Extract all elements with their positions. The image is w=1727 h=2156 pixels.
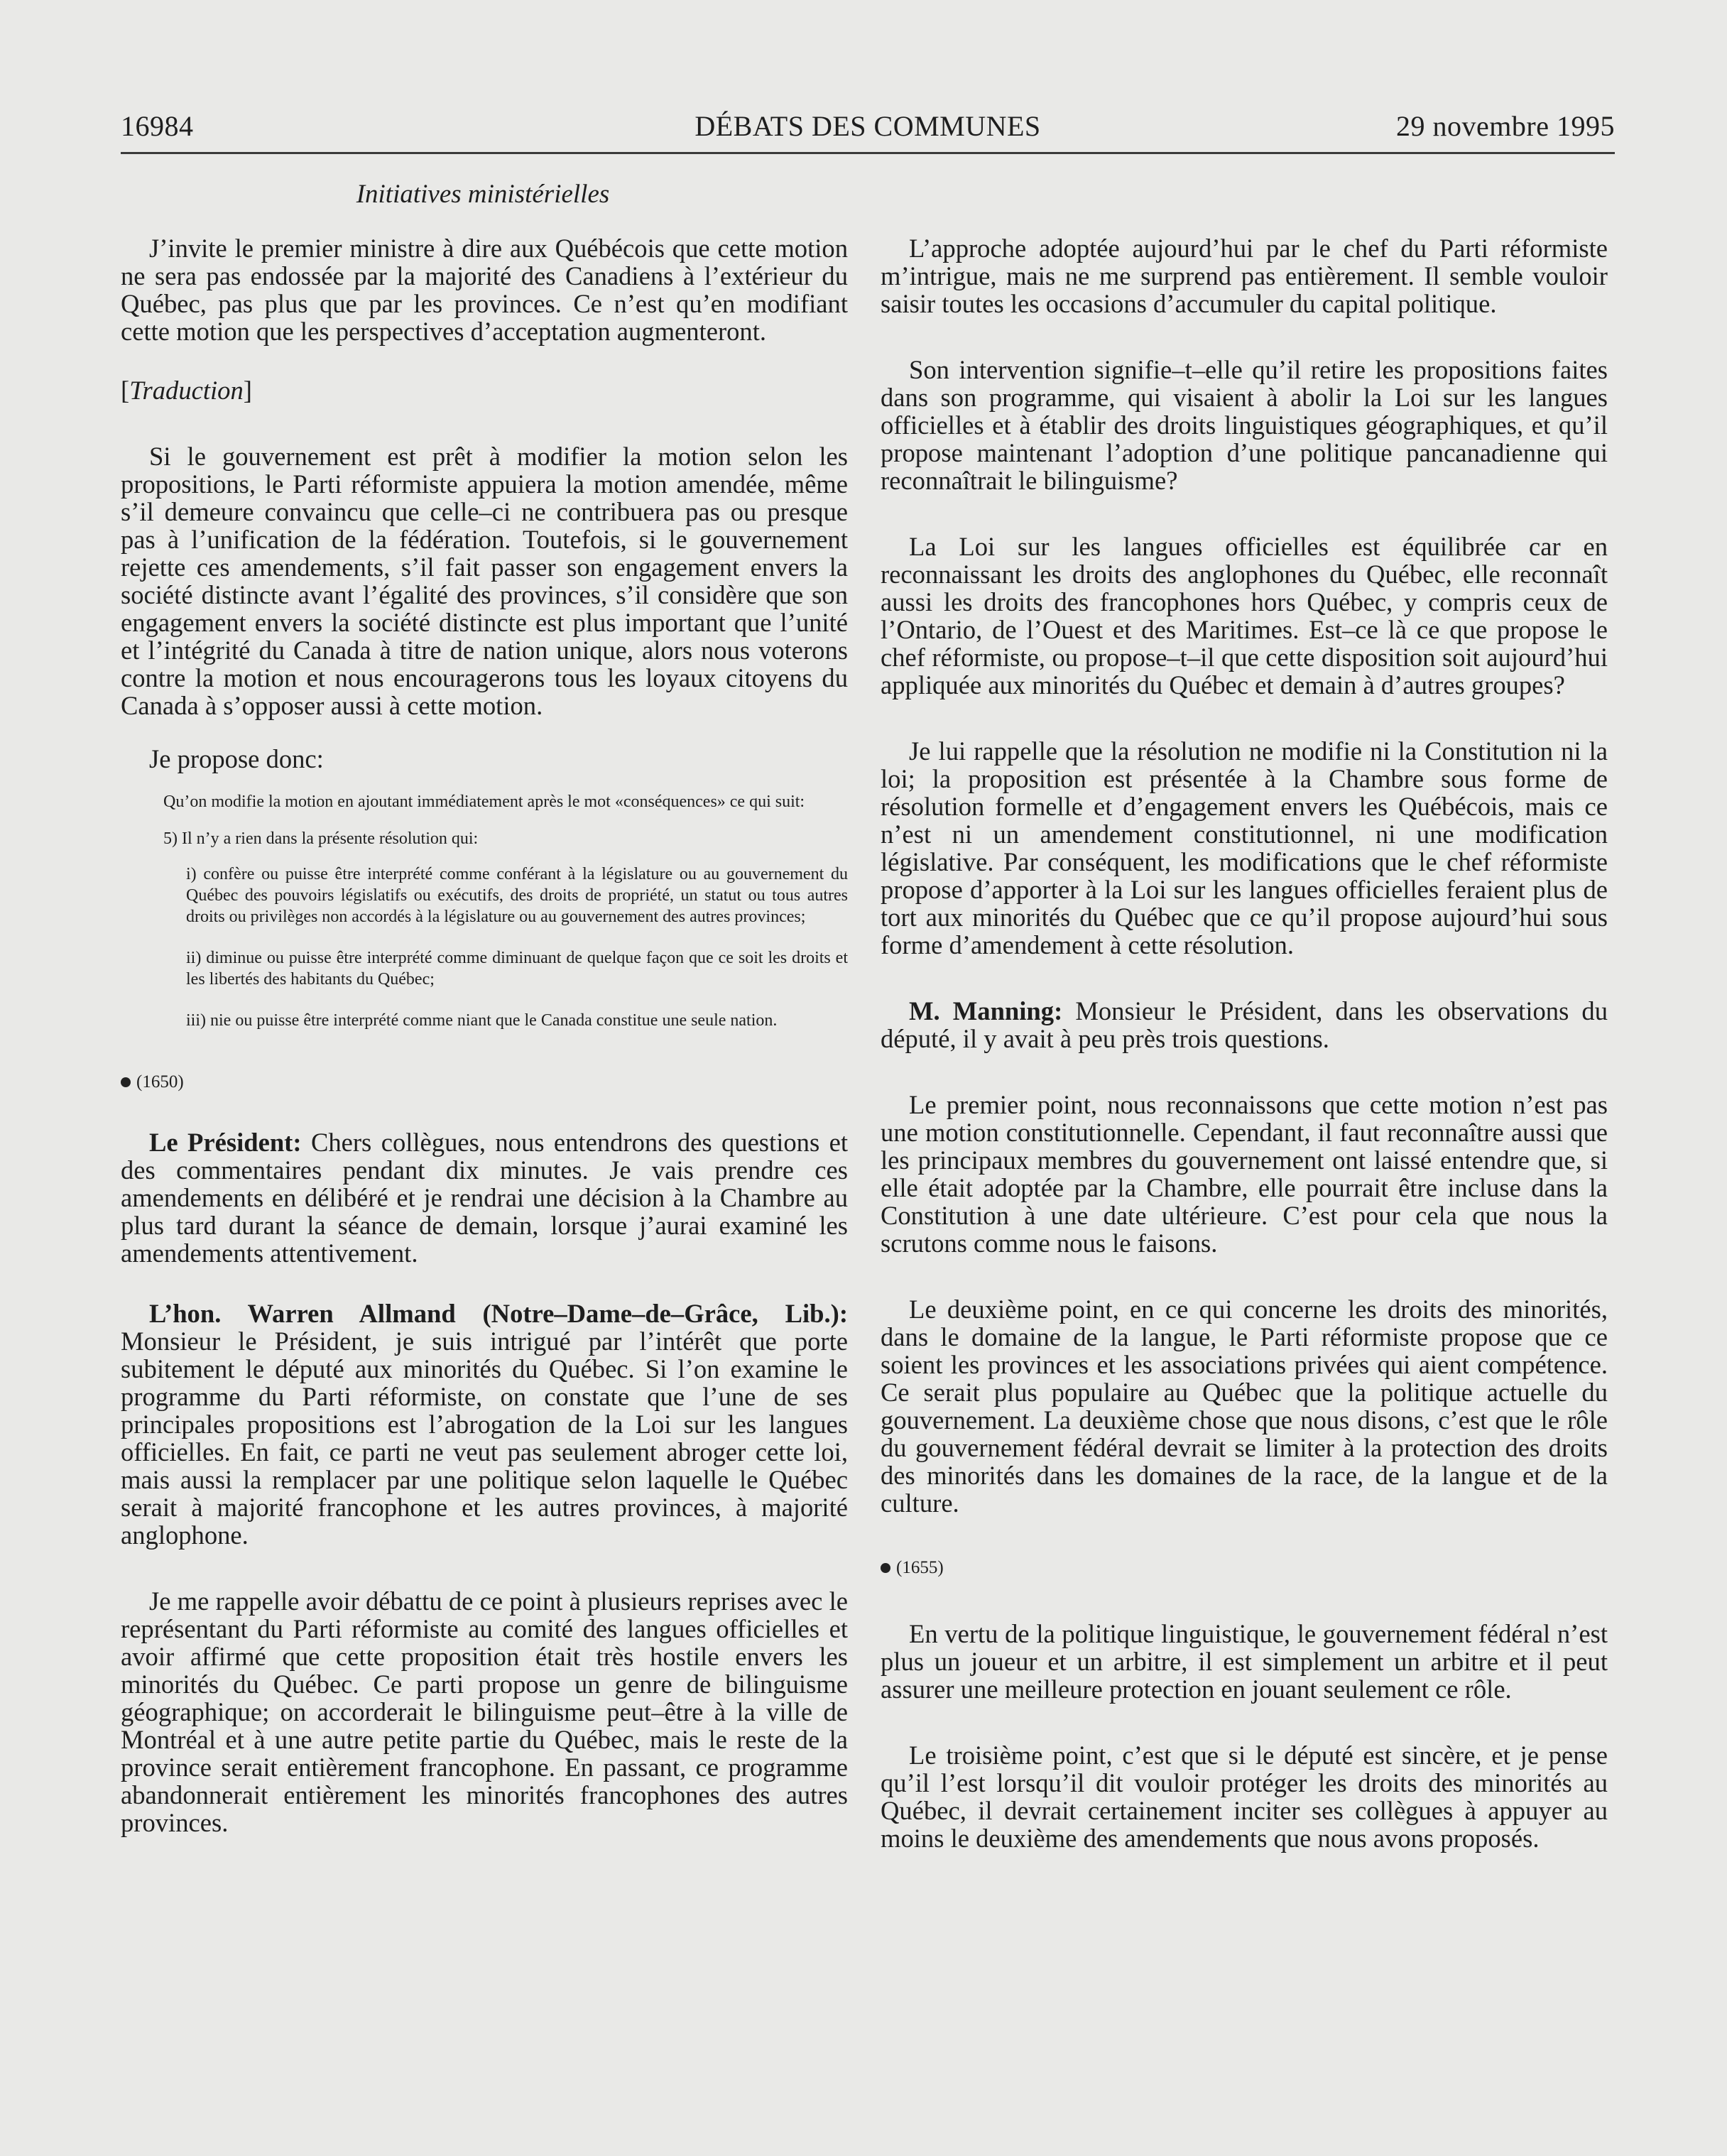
amendment-subclause: iii) nie ou puisse être interprété comme niant que le Canada constitue une seule nation.: [186, 1011, 778, 1030]
amendment-subclause: ii) diminue ou puisse être interprété comme diminuant de quelque façon que ce soit les droits et les libertés des habitants du Québec;: [186, 949, 848, 989]
speech-paragraph: [881, 997, 1608, 1052]
amendment-subclause: i) confère ou puisse être interprété comme conférant à la législature ou au gouvernement du Québec des pouvoirs législatifs ou exécutifs, des droits de propriété, un statut ou tous autres droits ou privilèges non accordés à la législature ou au gouvernement des autres provinces;: [186, 865, 848, 926]
paragraph: J’invite le premier ministre à dire aux Québécois que cette motion ne sera pas endossée par la majorité des Canadiens à l’extérieur du Québec, pas plus que par les provinces. Ce n’est qu’en modifiant cette motion que les perspectives d’acceptation augmenteront.: [121, 234, 848, 346]
paragraph: Son intervention signifie–t–elle qu’il retire les propositions faites dans son programme, qui visaient à abolir la Loi sur les langues officielles et à établir des droits linguistiques géographiques, et qu’il propose maintenant l’adoption d’une politique pancanadienne qui reconnaîtrait le bilinguisme?: [881, 355, 1608, 495]
paragraph: En vertu de la politique linguistique, le gouvernement fédéral n’est plus un joueur et un arbitre, il est simplement un arbitre et il peut assurer une meilleure protection en jouant seulement ce rôle.: [881, 1619, 1608, 1704]
timestamp-text: (1655): [896, 1558, 944, 1577]
bullet-icon: [881, 1563, 890, 1573]
speech-text: Chers collègues, nous entendrons des questions et des commentaires pendant dix minutes. Je vais prendre ces amendements en délibéré et je rendrai une décision à la Chambre au plus tard durant la séance de demain, lorsque j’aurai examiné les amendements attentivement.: [121, 1128, 848, 1268]
paragraph: Le troisième point, c’est que si le député est sincère, et je pense qu’il l’est lorsqu’il dit vouloir protéger les droits des minorités au Québec, il devrait certainement inciter ses collègues à appuyer au moins le deuxième des amendements que nous avons proposés.: [881, 1741, 1608, 1853]
section-title: Initiatives ministérielles: [356, 180, 610, 209]
bullet-icon: [121, 1077, 131, 1087]
speaker-name: M. Manning:: [909, 996, 1063, 1025]
paragraph: Je lui rappelle que la résolution ne modifie ni la Constitution ni la loi; la proposition est présentée à la Chambre sous forme de résolution formelle et d’engagement envers les Québécois, mais ce n’est ni un amendement constitutionnel, ni une modification législative. Par conséquent, les modifications que le chef réformiste propose d’apporter à la Loi sur les langues officielles feraient plus de tort aux minorités du Québec que ce qu’il propose aujourd’hui sous forme d’amendement à cette résolution.: [881, 736, 1608, 959]
speech-text: Monsieur le Président, je suis intrigué par l’intérêt que porte subitement le député aux minorités du Québec. Si l’on examine le programme du Parti réformiste, on constate que l’une de ses principales propositions est l’abrogation de la Loi sur les langues officielles. En fait, ce parti ne veut pas seulement abroger cette loi, mais aussi la remplacer par une politique selon laquelle le Québec serait à majorité francophone et les autres provinces, à majorité anglophone.: [121, 1327, 848, 1550]
paragraph: Le deuxième point, en ce qui concerne les droits des minorités, dans le domaine de la langue, le Parti réformiste propose que ce soient les provinces et les associations privées qui aient compétence. Ce serait plus populaire au Québec que la politique actuelle du gouvernement. La deuxième chose que nous disons, c’est que le rôle du gouvernement fédéral devrait se limiter à la protection des droits des minorités dans les domaines de la race, de la langue et de la culture.: [881, 1295, 1608, 1518]
page-header: [121, 105, 1615, 154]
page-number: 16984: [121, 110, 194, 142]
issue-date: 29 novembre 1995: [1396, 110, 1615, 142]
speaker-name: Le Président:: [149, 1128, 302, 1157]
paragraph: Si le gouvernement est prêt à modifier la motion selon les propositions, le Parti réformiste appuiera la motion amendée, même s’il demeure convaincu que celle–ci ne contribuera pas ou presque pas à l’unification de la fédération. Toutefois, si le gouvernement rejette ces amendements, s’il fait passer son engagement envers la société distincte avant l’égalité des provinces, s’il considère que son engagement envers la société distincte est plus important que l’unité et l’intégrité du Canada à titre de nation unique, alors nous voterons contre la motion et nous encouragerons tous les loyaux citoyens du Canada à s’opposer aussi à cette motion.: [121, 442, 848, 720]
paragraph: La Loi sur les langues officielles est équilibrée car en reconnaissant les droits des anglophones du Québec, elle reconnaît aussi les droits des francophones hors Québec, y compris ceux de l’Ontario, de l’Ouest et des Maritimes. Est–ce là ce que propose le chef réformiste, ou propose–t–il que cette disposition soit aujourd’hui appliquée aux minorités du Québec et demain à d’autres groupes?: [881, 532, 1608, 699]
timestamp: [121, 1068, 848, 1096]
timestamp-text: (1650): [136, 1072, 184, 1091]
paragraph: L’approche adoptée aujourd’hui par le chef du Parti réformiste m’intrigue, mais ne me surprend pas entièrement. Il semble vouloir saisir toutes les occasions d’accumuler du capital politique.: [881, 234, 1608, 318]
paragraph: Le premier point, nous reconnaissons que cette motion n’est pas une motion constitutionnelle. Cependant, il faut reconnaître aussi que les principaux membres du gouvernement ont laissé entendre que, si elle était adoptée par la Chambre, elle pourrait être incluse dans la Constitution à une date ultérieure. C’est pour cela que nous la scrutons comme nous le faisons.: [881, 1090, 1608, 1258]
amendment-intro: Qu’on modifie la motion en ajoutant immédiatement après le mot «conséquences» ce qui suit:: [163, 793, 805, 811]
speech-text: Monsieur le Président, dans les observations du député, il y avait à peu près trois questions.: [881, 996, 1608, 1053]
speaker-name: L’hon. Warren Allmand (Notre–Dame–de–Grâce, Lib.):: [149, 1299, 848, 1328]
paragraph: Je propose donc:: [149, 744, 324, 773]
speech-paragraph: [121, 1300, 848, 1549]
translation-heading: [Traduction]: [121, 376, 252, 405]
translation-label: Traduction: [129, 376, 244, 405]
amendment-clause: 5) Il n’y a rien dans la présente résolution qui:: [163, 829, 479, 848]
left-column: [121, 234, 848, 1836]
right-column: [881, 234, 1608, 1852]
paragraph: Je me rappelle avoir débattu de ce point à plusieurs reprises avec le représentant du Parti réformiste au comité des langues officielles et avoir affirmé que cette proposition était très hostile envers les minorités du Québec. Ce parti propose un genre de bilinguisme géographique; on accorderait le bilinguisme peut–être à la ville de Montréal et à une autre petite partie du Québec, mais le reste de la province serait entièrement francophone. En passant, ce programme abandonnerait entièrement les minorités francophones des autres provinces.: [121, 1586, 848, 1837]
publication-title: DÉBATS DES COMMUNES: [694, 110, 1041, 142]
speech-paragraph: [121, 1128, 848, 1267]
timestamp: [881, 1554, 1608, 1581]
